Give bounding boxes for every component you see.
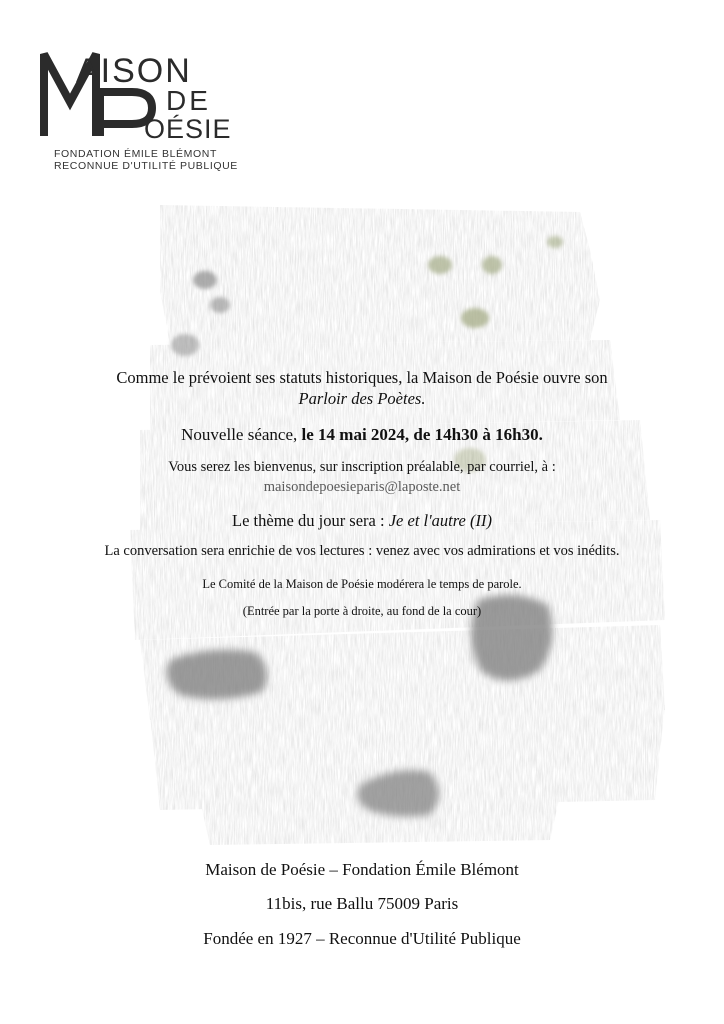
theme-title: Je et l'autre (II) bbox=[388, 511, 492, 530]
maison-de-poesie-logo bbox=[40, 44, 238, 172]
session-line bbox=[0, 425, 724, 445]
logo-word-de: DE bbox=[166, 85, 211, 116]
logo-word-aison: AISON bbox=[76, 52, 192, 90]
logo-word-oesie: OÉSIE bbox=[144, 114, 232, 144]
parloir-title: Parloir des Poètes. bbox=[298, 389, 426, 408]
registration-text: Vous serez les bienvenus, sur inscription préalable, par courriel, à : bbox=[168, 459, 556, 475]
logo-subtitle-foundation: FONDATION ÉMILE BLÉMONT bbox=[54, 148, 217, 160]
theme-line bbox=[0, 511, 724, 531]
footer-organisation: Maison de Poésie – Fondation Émile Blémont bbox=[205, 860, 519, 879]
session-date: le 14 mai 2024, de 14h30 à 16h30. bbox=[301, 425, 543, 444]
footer-founding: Fondée en 1927 – Reconnue d'Utilité Publique bbox=[203, 929, 521, 948]
logo-subtitle-recognition: RECONNUE D'UTILITÉ PUBLIQUE bbox=[54, 160, 238, 172]
logo-mark bbox=[40, 44, 240, 148]
entrance-text: (Entrée par la porte à droite, au fond de la cour) bbox=[242, 604, 482, 618]
intro-text: Comme le prévoient ses statuts historiques, la Maison de Poésie ouvre son bbox=[116, 368, 608, 387]
session-prefix: Nouvelle séance, bbox=[181, 425, 302, 444]
conversation-text: La conversation sera enrichie de vos lectures : venez avec vos admirations et vos inédits. bbox=[104, 543, 620, 559]
committee-text: Le Comité de la Maison de Poésie modérera le temps de parole. bbox=[202, 577, 522, 591]
contact-email[interactable]: maisondepoesieparis@laposte.net bbox=[263, 479, 461, 495]
theme-prefix: Le thème du jour sera : bbox=[232, 511, 389, 530]
footer-address: 11bis, rue Ballu 75009 Paris bbox=[265, 894, 459, 913]
